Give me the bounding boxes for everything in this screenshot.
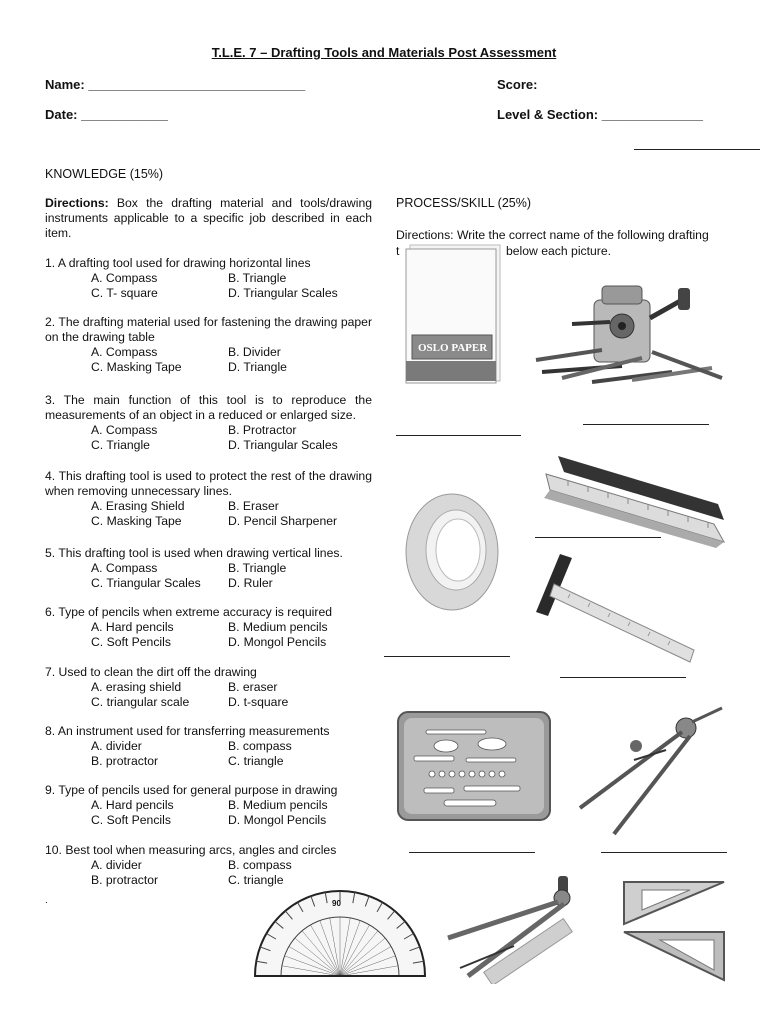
question-stem: 10. Best tool when measuring arcs, angles and circles: [45, 843, 337, 857]
date-field: Date: ____________: [45, 107, 168, 122]
option-0[interactable]: A. Hard pencils: [91, 798, 174, 812]
protractor-mark: 90: [332, 899, 341, 908]
option-3[interactable]: D. Triangular Scales: [228, 438, 338, 452]
option-3[interactable]: D. Mongol Pencils: [228, 635, 327, 649]
option-2[interactable]: C. T- square: [91, 286, 158, 300]
option-2[interactable]: C. triangular scale: [91, 695, 190, 709]
option-2[interactable]: C. Masking Tape: [91, 360, 182, 374]
name-field: Name: ______________________________: [45, 77, 306, 92]
option-1[interactable]: B. Divider: [228, 345, 281, 359]
question-stem: 2. The drafting material used for fastening the drawing paper on the drawing table: [45, 315, 372, 344]
answer-blank-1: [396, 435, 521, 436]
option-row: [45, 561, 372, 576]
question-stem: 8. An instrument used for transferring measurements: [45, 724, 330, 738]
oslo-paper-image: [404, 243, 504, 385]
question-stem: 7. Used to clean the dirt off the drawing: [45, 665, 257, 679]
option-2[interactable]: C. Masking Tape: [91, 514, 182, 528]
option-row: [45, 286, 372, 301]
question-item: [45, 469, 372, 529]
oslo-label: OSLO PAPER: [418, 342, 488, 354]
option-0[interactable]: A. erasing shield: [91, 680, 182, 694]
knowledge-directions: [45, 196, 372, 241]
answer-blank-6: [409, 852, 535, 853]
question-item: [45, 546, 372, 591]
option-1[interactable]: B. Protractor: [228, 423, 297, 437]
option-3[interactable]: C. triangle: [228, 754, 284, 768]
option-1[interactable]: B. Triangle: [228, 271, 287, 285]
question-stem: 5. This drafting tool is used when drawing vertical lines.: [45, 546, 343, 560]
option-1[interactable]: B. compass: [228, 858, 292, 872]
option-row: [45, 423, 372, 438]
compass-image: [440, 872, 600, 984]
option-0[interactable]: A. Compass: [91, 345, 158, 359]
process-directions-line1: Directions: Write the correct name of the following drafting: [396, 228, 709, 242]
option-0[interactable]: A. Erasing Shield: [91, 499, 185, 513]
process-heading: PROCESS/SKILL (25%): [396, 196, 532, 210]
answer-blank-4: [384, 656, 510, 657]
option-3[interactable]: D. Triangular Scales: [228, 286, 338, 300]
option-2[interactable]: B. protractor: [91, 754, 159, 768]
option-row: [45, 499, 372, 514]
question-stem: 6. Type of pencils when extreme accuracy is required: [45, 605, 333, 619]
question-stem: 1. A drafting tool used for drawing horizontal lines: [45, 256, 311, 270]
option-2[interactable]: C. Triangular Scales: [91, 576, 201, 590]
question-item: [45, 256, 372, 301]
option-3[interactable]: D. Triangle: [228, 360, 287, 374]
stray-dot: .: [45, 895, 48, 906]
option-2[interactable]: C. Soft Pencils: [91, 813, 171, 827]
option-0[interactable]: A. divider: [91, 739, 142, 753]
option-row: [45, 576, 372, 591]
question-stem: 9. Type of pencils used for general purpose in drawing: [45, 783, 338, 797]
option-row: [45, 858, 372, 873]
option-0[interactable]: A. Hard pencils: [91, 620, 174, 634]
option-3[interactable]: D. Mongol Pencils: [228, 813, 327, 827]
option-row: [45, 514, 372, 529]
level-section-field: Level & Section: ______________: [497, 107, 703, 122]
option-1[interactable]: B. Triangle: [228, 561, 287, 575]
directions-text: Box the drafting material and tools/drawing instruments applicable to a specific job described in each item.: [45, 196, 372, 240]
question-item: [45, 315, 372, 375]
question-item: [45, 393, 372, 453]
option-row: [45, 754, 372, 769]
option-0[interactable]: A. Compass: [91, 423, 158, 437]
option-row: [45, 345, 372, 360]
question-item: [45, 665, 372, 710]
triangular-scale-image: [538, 442, 728, 550]
directions-lead: Directions:: [45, 196, 109, 210]
option-row: [45, 739, 372, 754]
option-row: [45, 695, 372, 710]
protractor-image: [251, 888, 429, 980]
option-1[interactable]: B. Eraser: [228, 499, 279, 513]
option-row: [45, 873, 372, 888]
option-1[interactable]: B. Medium pencils: [228, 798, 328, 812]
t-square-image: [530, 550, 698, 666]
option-0[interactable]: A. Compass: [91, 561, 158, 575]
corner-blank-line: [634, 149, 760, 150]
option-1[interactable]: B. compass: [228, 739, 292, 753]
page-title: T.L.E. 7 – Drafting Tools and Materials Post Assessment: [211, 45, 557, 60]
option-row: [45, 680, 372, 695]
question-stem: 3. The main function of this tool is to reproduce the measurements of an object in a reduced or enlarged size.: [45, 393, 372, 422]
option-2[interactable]: C. Triangle: [91, 438, 150, 452]
question-item: [45, 724, 372, 769]
answer-blank-2: [583, 424, 709, 425]
option-2[interactable]: B. protractor: [91, 873, 159, 887]
option-row: [45, 798, 372, 813]
option-row: [45, 620, 372, 635]
option-row: [45, 635, 372, 650]
option-row: [45, 813, 372, 828]
answer-blank-5: [560, 677, 686, 678]
score-field: Score:: [497, 77, 538, 92]
divider-image: [574, 700, 728, 840]
pencil-sharpener-image: [532, 282, 728, 392]
option-1[interactable]: B. Medium pencils: [228, 620, 328, 634]
option-row: [45, 438, 372, 453]
masking-tape-image: [402, 490, 502, 615]
answer-blank-3: [535, 537, 661, 538]
process-directions-end: below each picture.: [506, 244, 612, 258]
option-row: [45, 271, 372, 286]
option-0[interactable]: A. Compass: [91, 271, 158, 285]
option-3[interactable]: C. triangle: [228, 873, 284, 887]
option-3[interactable]: D. t-square: [228, 695, 289, 709]
question-item: [45, 605, 372, 650]
option-row: [45, 360, 372, 375]
option-3[interactable]: D. Pencil Sharpener: [228, 514, 338, 528]
question-stem: 4. This drafting tool is used to protect the rest of the drawing when removing unnecessary lines.: [45, 469, 372, 498]
triangles-image: [620, 876, 728, 984]
erasing-shield-image: [396, 710, 552, 822]
question-item: [45, 843, 372, 888]
answer-blank-7: [601, 852, 727, 853]
process-directions-t: t: [396, 244, 400, 258]
option-0[interactable]: A. divider: [91, 858, 142, 872]
option-1[interactable]: B. eraser: [228, 680, 278, 694]
question-item: [45, 783, 372, 828]
knowledge-heading: KNOWLEDGE (15%): [45, 167, 164, 181]
option-2[interactable]: C. Soft Pencils: [91, 635, 171, 649]
option-3[interactable]: D. Ruler: [228, 576, 273, 590]
